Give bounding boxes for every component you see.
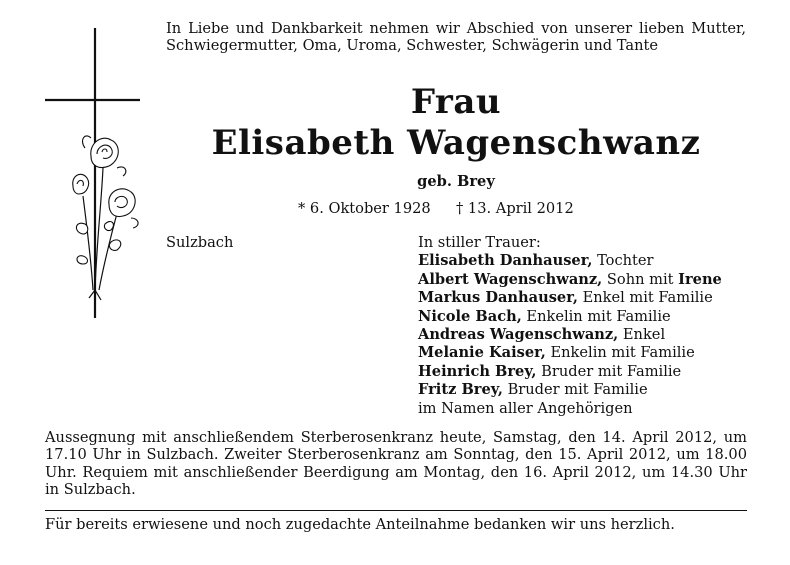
mourner-relation: Enkelin mit Familie [550,344,695,362]
mourner-relation: Bruder mit Familie [507,381,648,399]
mourner-name: Albert Wagenschwanz, [418,270,603,288]
mourner-line [418,289,748,307]
mourners-heading: In stiller Trauer: [418,234,541,251]
mourner-line [418,252,748,270]
ceremony-details: Aussegnung mit anschließendem Sterberosenkranz heute, Samstag, den 14. April 2012, um 17.10 Uhr in Sulzbach. Zweiter Sterberosenkranz am Sonntag, den 15. April 2012, um 18.00 Uhr. Requiem mit anschließender Beerdigung am Montag, den 16. April 2012, um 14.30 Uhr in Sulzbach. [45,429,747,498]
death-date: † 13. April 2012 [456,200,574,217]
birth-date: * 6. Oktober 1928 [298,200,431,217]
mourners-list [418,234,748,418]
cross-with-roses-icon [45,28,155,318]
mourner-name: Fritz Brey, [418,381,503,399]
mourner-relation: Tochter [597,252,654,270]
mourner-relation: Bruder mit Familie [541,362,682,380]
intro-text: In Liebe und Dankbarkeit nehmen wir Abschied von unserer lieben Mutter, Schwiegermutter, Oma, Uroma, Schwester, Schwägerin und Tante [166,20,746,54]
mourner-line [418,363,748,381]
thanks-text: Für bereits erwiesene und noch zugedachte Anteilnahme bedanken wir uns herzlich. [45,516,675,533]
title-prefix: Frau [410,82,502,122]
deceased-name: Elisabeth Wagenschwanz [211,123,701,163]
mourner-relation: Sohn mit [606,270,674,288]
mourner-line [418,308,748,326]
mourner-relation: Enkel [622,326,666,344]
mourner-name: Nicole Bach, [418,307,522,325]
mourner-name: Heinrich Brey, [418,362,537,380]
mourner-line [418,271,748,289]
place-name: Sulzbach [166,234,234,251]
mourner-name: Melanie Kaiser, [418,344,546,362]
mourner-relation: Enkel mit Familie [582,289,713,307]
mourner-name: Andreas Wagenschwanz, [418,326,619,344]
mourner-name: Markus Danhauser, [418,289,578,307]
mourner-partner-name: Irene [678,270,722,288]
mourners-closing: im Namen aller Angehörigen [418,399,633,417]
mourner-line [418,326,748,344]
mourner-relation: Enkelin mit Familie [526,307,671,325]
mourner-line [418,381,748,399]
divider-line [45,510,747,511]
mourner-line [418,344,748,362]
maiden-name: geb. Brey [417,173,495,190]
mourner-name: Elisabeth Danhauser, [418,252,593,270]
